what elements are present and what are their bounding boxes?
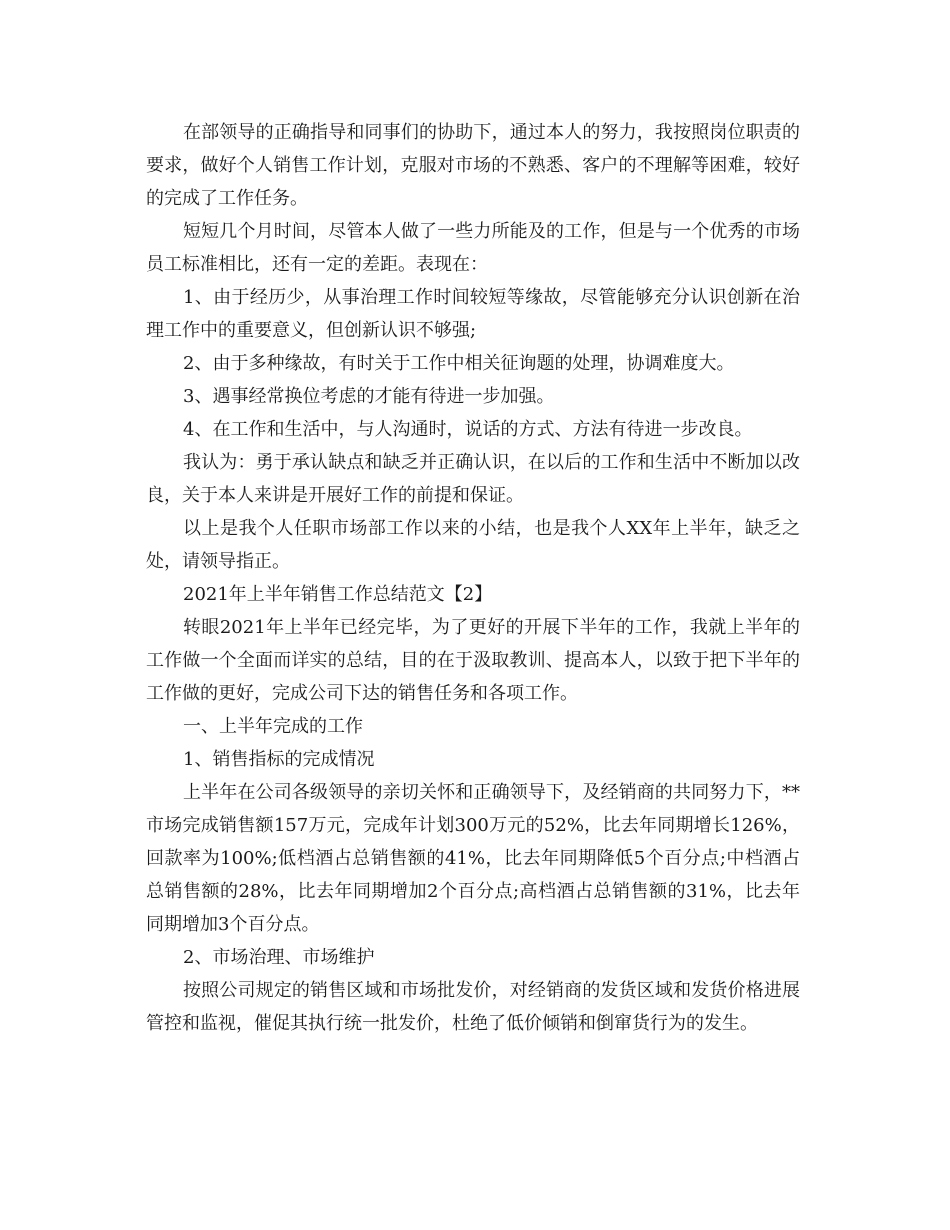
paragraph: 4、在工作和生活中，与人沟通时，说话的方式、方法有待进一步改良。	[183, 419, 753, 440]
paragraph: 短短几个月时间，尽管本人做了一些力所能及的工作，但是与一个优秀的市场员工标准相比，还有一定的差距。表现在：	[146, 221, 800, 275]
subsection-heading: 2、市场治理、市场维护	[183, 947, 375, 968]
paragraph: 3、遇事经常换位考虑的才能有待进一步加强。	[183, 386, 555, 407]
paragraph: 转眼2021年上半年已经完毕，为了更好的开展下半年的工作，我就上半年的工作做一个全面而详实的总结，目的在于汲取教训、提高本人，以致于把下半年的工作做的更好，完成公司下达的销售任务和各项工作。	[146, 617, 800, 704]
paragraph: 在部领导的正确指导和同事们的协助下，通过本人的努力，我按照岗位职责的要求，做好个人销售工作计划，克服对市场的不熟悉、客户的不理解等困难，较好的完成了工作任务。	[146, 122, 800, 209]
subsection-heading: 1、销售指标的完成情况	[183, 749, 375, 770]
paragraph: 2、由于多种缘故，有时关于工作中相关征询题的处理，协调难度大。	[183, 353, 735, 374]
paragraph: 以上是我个人任职市场部工作以来的小结，也是我个人XX年上半年，缺乏之处，请领导指正。	[146, 518, 800, 572]
section-heading: 2021年上半年销售工作总结范文【2】	[183, 584, 493, 605]
section-heading: 一、上半年完成的工作	[183, 716, 363, 737]
paragraph: 我认为：勇于承认缺点和缺乏并正确认识，在以后的工作和生活中不断加以改良，关于本人来讲是开展好工作的前提和保证。	[146, 452, 800, 506]
paragraph: 上半年在公司各级领导的亲切关怀和正确领导下，及经销商的共同努力下，**市场完成销售额157万元，完成年计划300万元的52%，比去年同期增长126%，回款率为100%;低档酒占总销售额的41%，比去年同期降低5个百分点;中档酒占总销售额的28%，比去年同期增加2个百分点;高档酒占总销售额的31%，比去年同期增加3个百分点。	[146, 782, 800, 935]
document-body	[146, 116, 800, 1040]
paragraph: 按照公司规定的销售区域和市场批发价，对经销商的发货区域和发货价格进展管控和监视，催促其执行统一批发价，杜绝了低价倾销和倒窜货行为的发生。	[146, 980, 800, 1034]
paragraph: 1、由于经历少，从事治理工作时间较短等缘故，尽管能够充分认识创新在治理工作中的重要意义，但创新认识不够强;	[146, 287, 800, 341]
